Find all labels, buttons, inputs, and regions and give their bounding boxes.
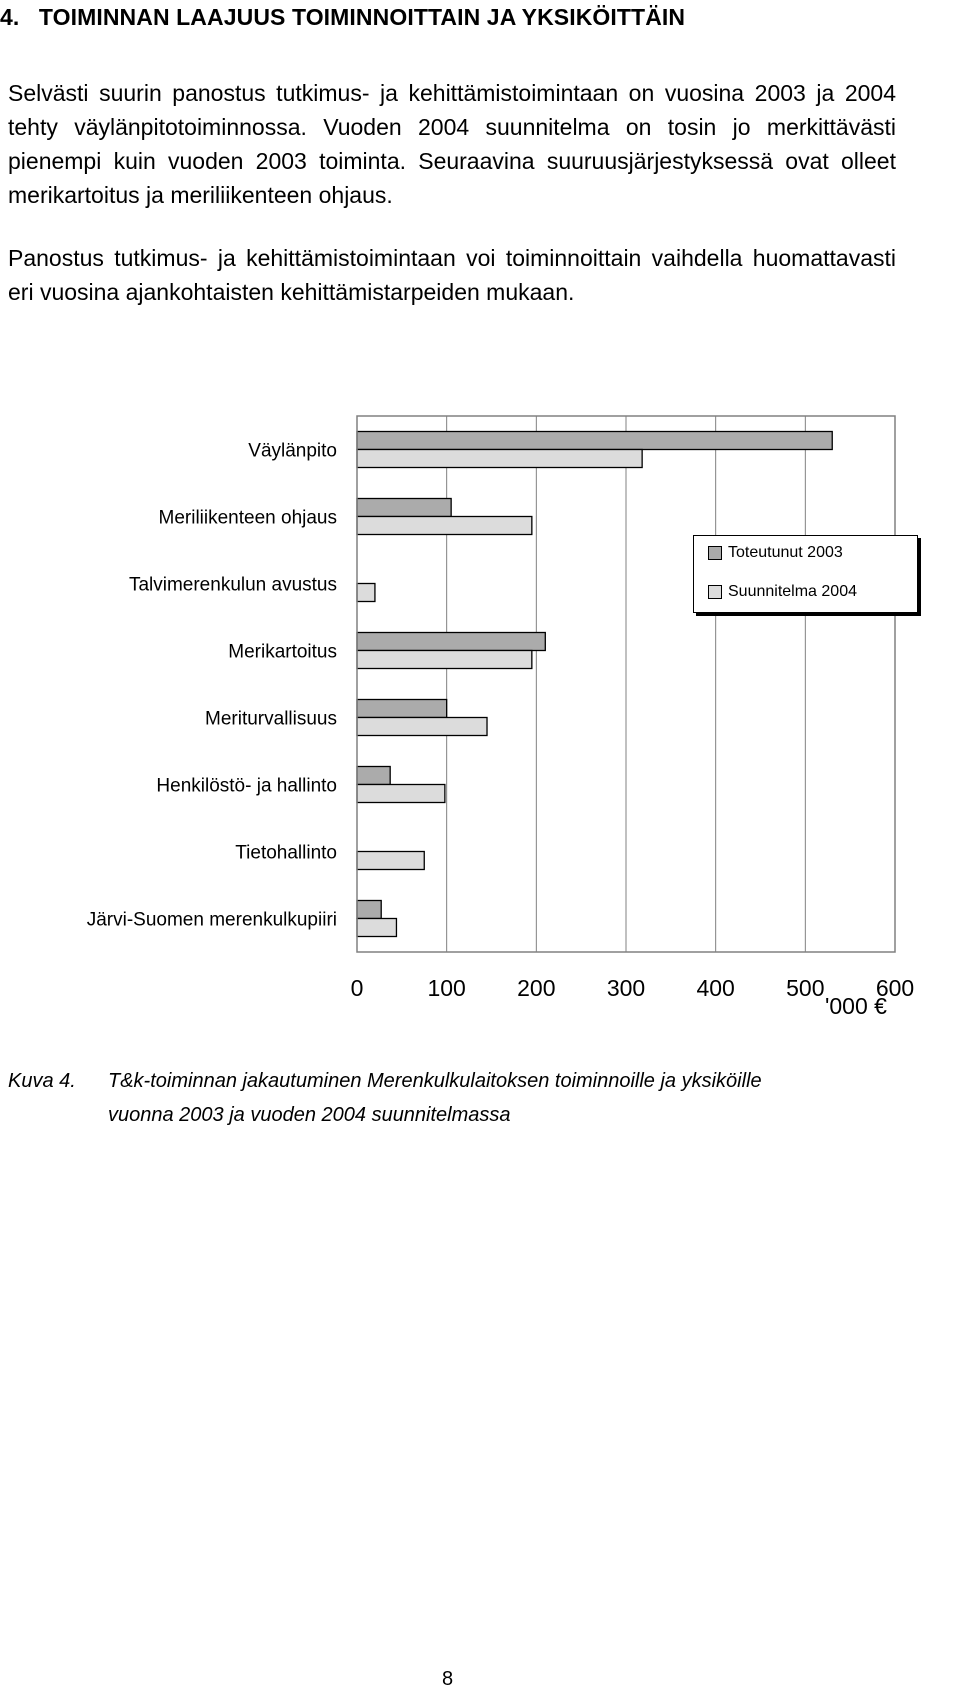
bar-chart (0, 400, 960, 1000)
chart-legend (693, 535, 918, 613)
bar-2003-5 (357, 767, 390, 785)
paragraph-1: Selvästi suurin panostus tutkimus- ja kehittämistoimintaan on vuosina 2003 ja 2004 tehty väylänpitotoiminnossa. Vuoden 2004 suunnitelma on tosin jo merkittävästi pienempi kuin vuoden 2003 toiminta. Seuraavina suuruusjärjestyksessä ovat olleet merikartoitus ja meriliikenteen ohjaus. (8, 80, 896, 208)
bar-2003-0 (357, 432, 832, 450)
category-label-1: Meriliikenteen ohjaus (158, 507, 337, 529)
bar-2003-3 (357, 633, 545, 651)
bar-2003-4 (357, 700, 447, 718)
legend-label-2004: Suunnitelma 2004 (728, 583, 857, 600)
legend-label-2003: Toteutunut 2003 (728, 544, 843, 561)
section-heading: 4. TOIMINNAN LAAJUUS TOIMINNOITTAIN JA YKSIKÖITTÄIN (0, 4, 686, 30)
bar-2004-0 (357, 450, 642, 468)
x-axis-unit-label: '000 € (825, 993, 887, 1019)
bar-2004-6 (357, 852, 424, 870)
x-tick-label-100: 100 (427, 975, 466, 1000)
caption-label: Kuva 4. (8, 1070, 76, 1092)
category-labels (87, 441, 337, 931)
x-tick-label-300: 300 (606, 975, 646, 1000)
bar-2004-7 (357, 919, 396, 937)
grid-lines (447, 416, 806, 952)
bar-2004-1 (357, 517, 532, 535)
bar-2003-7 (357, 901, 381, 919)
bars (357, 432, 832, 937)
bar-2004-3 (357, 651, 532, 669)
category-label-4: Meriturvallisuus (205, 708, 337, 730)
legend-swatch-2003 (708, 546, 722, 560)
page-number: 8 (442, 1668, 454, 1690)
bar-2004-2 (357, 584, 375, 602)
bar-2003-1 (357, 499, 451, 517)
x-tick-label-500: 500 (786, 975, 825, 1000)
category-label-6: Tietohallinto (235, 842, 337, 864)
category-label-3: Merikartoitus (228, 641, 337, 663)
category-label-7: Järvi-Suomen merenkulkupiiri (86, 909, 337, 931)
paragraph-2: Panostus tutkimus- ja kehittämistoimintaan voi toiminnoittain vaihdella huomattavasti eri vuosina ajankohtaisten kehittämistarpeiden mukaan. (8, 245, 896, 305)
category-label-0: Väylänpito (248, 440, 337, 462)
caption-text: T&k-toiminnan jakautuminen Merenkulkulaitoksen toiminnoille ja yksiköille vuonna 2003 ja vuoden 2004 suunnitelmassa (108, 1070, 762, 1126)
legend-item-2004 (728, 583, 857, 601)
x-tick-label-400: 400 (696, 975, 735, 1000)
legend-item-2003 (728, 544, 843, 562)
x-tick-label-0: 0 (350, 975, 364, 1000)
x-tick-label-200: 200 (517, 975, 556, 1000)
category-label-2: Talvimerenkulun avustus (128, 574, 337, 596)
bar-2004-5 (357, 785, 445, 803)
legend-swatch-2004 (708, 585, 722, 599)
category-label-5: Henkilöstö- ja hallinto (156, 775, 337, 797)
x-tick-label-600: 600 (875, 975, 915, 1000)
bar-2004-4 (357, 718, 487, 736)
